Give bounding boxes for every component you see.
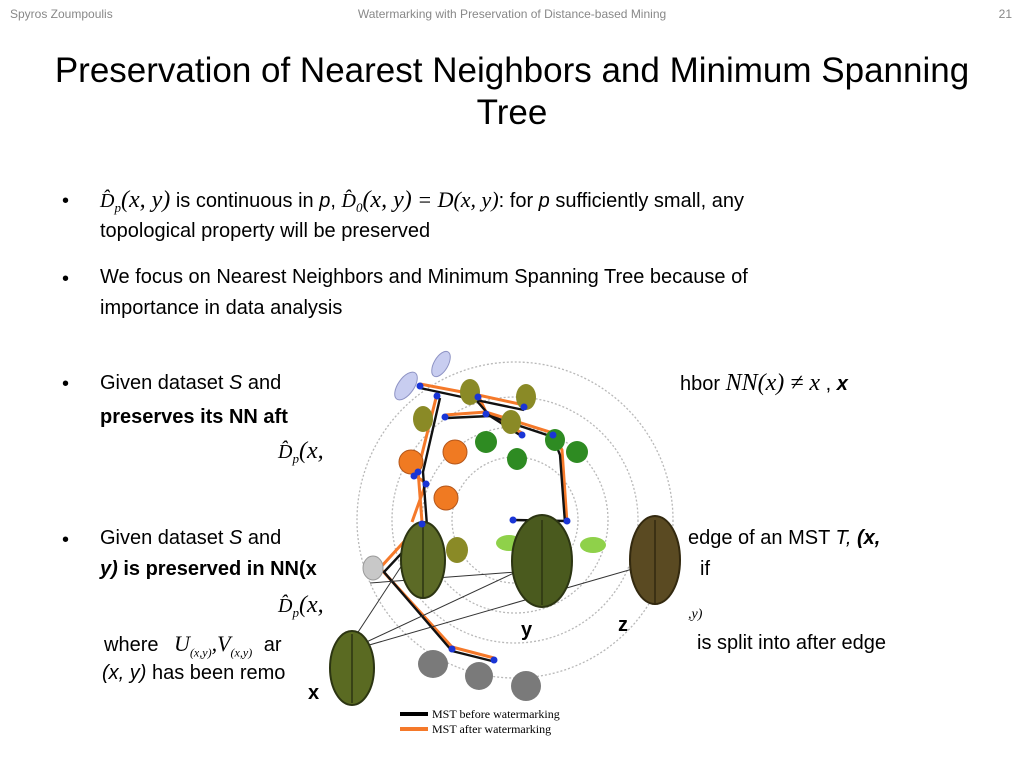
bullet-4-line-2-if: if	[700, 558, 710, 580]
leaf-green-4-icon	[566, 441, 588, 463]
leaf-x-icon	[330, 631, 374, 705]
leaf-orange-3-icon	[434, 486, 458, 510]
bullet-4-line-2: y) is preserved in NN(x	[100, 558, 317, 580]
formula-dhat-p-2: $D̂_p(x$,	[278, 438, 324, 466]
bullet-1-marker: •	[62, 190, 70, 212]
bullet-2-line-2: importance in data analysis	[100, 297, 343, 319]
formula-dhat-p-3: $D̂_p(x$,	[278, 592, 324, 620]
leaf-z-icon	[630, 516, 680, 605]
formula-dhat-0: $D̂_0(x$, y) = D(x, y)	[341, 187, 499, 215]
label-x: x	[308, 682, 320, 704]
formula-nn-neq: NN(x) ≠ x	[725, 370, 821, 396]
bullet-3-line-1a: Given dataset S and	[100, 372, 282, 394]
header-author: Spyros Zoumpoulis	[10, 7, 113, 21]
bullet-4-line-1b: edge of an MST T, (x,	[688, 527, 881, 549]
bullet-4-split: is split into after edge	[697, 632, 886, 654]
bullet-3-marker: •	[62, 373, 70, 395]
bullet-4-line-1a: Given dataset S and	[100, 527, 282, 549]
leaf-lightgreen-2-icon	[580, 537, 606, 553]
connector-lines	[345, 556, 636, 652]
leaf-y-icon	[512, 515, 572, 607]
header-page-number: 21	[998, 7, 1012, 21]
bullet-2-marker: •	[62, 268, 70, 290]
leaf-orange-1-icon	[443, 440, 467, 464]
leaf-green-3-icon	[507, 448, 527, 470]
leaf-olive-4-icon	[501, 410, 521, 434]
label-y: y	[521, 619, 533, 641]
leaf-grey-icon	[363, 556, 383, 580]
bullet-4-marker: •	[62, 529, 70, 551]
bullet-4-where: where $U_{(x,y)},V_{(x,y)}$ ar	[104, 631, 282, 660]
slide-title: Preservation of Nearest Neighbors and Minimum Spanning Tree	[54, 51, 970, 132]
bullet-1-line-1: $D̂_p(x$, y) is continuous in p, $D̂_0(x$, y) = D(x, y): for p sufficiently small, any	[100, 187, 744, 215]
bullet-4-last-line: (x, y) has been remo	[102, 662, 286, 684]
leaf-olive-1-icon	[460, 379, 480, 405]
header-talk-title: Watermarking with Preservation of Distance-based Mining	[357, 7, 667, 21]
leaf-large-1-icon	[401, 522, 445, 598]
formula-u-v: $U_{(x,y)},V_{(x,y)}$	[174, 631, 253, 660]
leaf-grey-bottom-1-icon	[418, 650, 448, 678]
bullet-3-line-1b: hbor NN(x) ≠ x , x	[680, 370, 848, 396]
bullet-3-line-2: preserves its NN aft	[100, 406, 288, 428]
leaf-lavender-2-icon	[428, 348, 454, 379]
label-z: z	[618, 614, 628, 636]
leaf-green-1-icon	[475, 431, 497, 453]
leaf-grey-bottom-2-icon	[465, 662, 493, 690]
formula-dhat-p: $D̂_p(x$, y)	[100, 187, 171, 215]
bullet-1-line-2: topological property will be preserved	[100, 220, 431, 242]
bullet-2-line-1: We focus on Nearest Neighbors and Minimum Spanning Tree because of	[100, 266, 748, 288]
legend	[400, 706, 590, 738]
leaf-olive-5-icon	[446, 537, 468, 563]
legend-after-label: MST after watermarking	[432, 722, 552, 736]
legend-before-label: MST before watermarking	[432, 707, 560, 721]
leaf-grey-bottom-3-icon	[511, 671, 541, 701]
formula-right-fragment: ,y)	[688, 607, 703, 622]
leaf-olive-3-icon	[413, 406, 433, 432]
